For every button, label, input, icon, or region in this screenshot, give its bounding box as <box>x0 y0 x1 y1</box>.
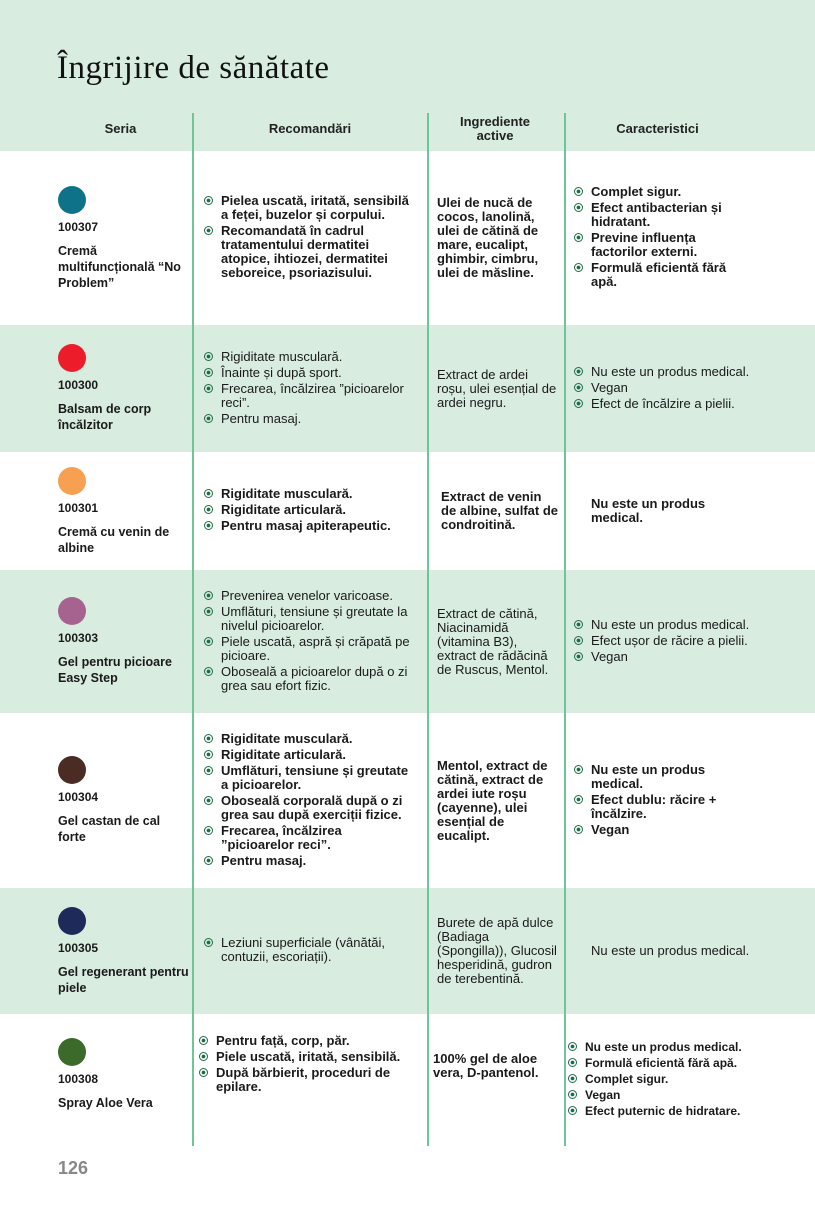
list-item: După bărbierit, proceduri de epilare. <box>198 1066 413 1094</box>
characteristics-cell <box>567 1014 782 1146</box>
column-header-caracteristici: Caracteristici <box>616 121 699 136</box>
product-color-dot <box>58 1038 86 1066</box>
product-name: Gel regenerant pentru piele <box>58 964 189 995</box>
table-row <box>0 151 815 325</box>
product-code: 100300 <box>58 378 99 392</box>
page-number: 126 <box>58 1158 89 1178</box>
column-header-seria: Seria <box>104 121 137 136</box>
list-item: Pentru masaj. <box>203 854 418 868</box>
product-name: Cremă cu venin de albine <box>58 524 170 555</box>
list-item: Pentru masaj apiterapeutic. <box>203 519 418 533</box>
list-item: Nu este un produs medical. <box>573 365 751 379</box>
ingredients-text: Burete de apă dulce (Badiaga (Spongilla)), Glucosil hesperidină, gudron de terebentină. <box>437 915 557 986</box>
list-item: Nu este un produs medical. <box>573 618 751 632</box>
ingredients-cell <box>437 452 559 570</box>
characteristics-cell <box>573 452 751 570</box>
list-item: Vegan <box>573 823 751 837</box>
characteristics-cell <box>573 325 751 452</box>
list-item: Prevenirea venelor varicoase. <box>203 589 418 603</box>
list-item: Pielea uscată, iritată, sensibilă a feței, buzelor și corpului. <box>203 194 418 222</box>
ingredients-text: Mentol, extract de cătină, extract de ardei iute roșu (cayenne), ulei esențial de eucalipt. <box>437 757 548 843</box>
characteristics-text: Nu este un produs medical. <box>591 943 750 958</box>
characteristics-cell <box>573 713 751 888</box>
ingredients-cell <box>437 888 559 1014</box>
product-color-dot <box>58 344 86 372</box>
product-code: 100304 <box>58 790 99 804</box>
list-item: Efect antibacterian și hidratant. <box>573 201 751 229</box>
list-item: Frecarea, încălzirea ”picioarelor reci”. <box>203 382 418 410</box>
product-name: Gel castan de cal forte <box>58 814 161 844</box>
list-item: Oboseală a picioarelor după o zi grea sau efort fizic. <box>203 665 418 693</box>
product-cell <box>58 452 190 570</box>
product-color-dot <box>58 907 86 935</box>
list-item: Vegan <box>573 650 751 664</box>
product-color-dot <box>58 467 86 495</box>
table-row <box>0 888 815 1014</box>
list-item: Pentru față, corp, păr. <box>198 1034 413 1048</box>
list-item: Efect puternic de hidratare. <box>567 1104 782 1119</box>
list-item: Umflături, tensiune și greutate a picioarelor. <box>203 764 418 792</box>
list-item: Oboseală corporală după o zi grea sau după exerciții fizice. <box>203 794 418 822</box>
product-color-dot <box>58 186 86 214</box>
list-item: Pentru masaj. <box>203 412 418 426</box>
recommendations-cell <box>203 151 418 325</box>
list-item: Efect ușor de răcire a pielii. <box>573 634 751 648</box>
characteristics-cell <box>573 888 751 1014</box>
ingredients-cell <box>437 570 559 713</box>
table-row <box>0 452 815 570</box>
ingredients-cell <box>437 151 559 325</box>
recommendations-cell <box>203 452 418 570</box>
recommendations-cell <box>203 713 418 888</box>
list-item: Rigiditate musculară. <box>203 732 418 746</box>
recommendations-cell <box>203 888 418 1014</box>
product-color-dot <box>58 597 86 625</box>
product-name: Balsam de corp încălzitor <box>58 402 152 432</box>
ingredients-text: Ulei de nucă de cocos, lanolină, ulei de cătină de mare, eucalipt, ghimbir, cimbru, ulei de măsline. <box>437 195 539 280</box>
list-item: Recomandată în cadrul tratamentului dermatitei atopice, ihtiozei, dermatitei seboreice, psoriazisului. <box>203 224 418 280</box>
list-item: Formulă eficientă fără apă. <box>567 1056 782 1071</box>
characteristics-cell <box>573 570 751 713</box>
ingredients-cell <box>437 325 559 452</box>
page-title: Îngrijire de sănătate <box>57 50 330 86</box>
list-item: Complet sigur. <box>567 1072 782 1087</box>
list-item: Rigiditate articulară. <box>203 503 418 517</box>
table-row <box>0 325 815 452</box>
list-item: Umflături, tensiune și greutate la nivelul picioarelor. <box>203 605 418 633</box>
list-item: Vegan <box>567 1088 782 1103</box>
recommendations-cell <box>198 1014 413 1146</box>
ingredients-cell <box>433 1014 555 1146</box>
list-item: Complet sigur. <box>573 185 751 199</box>
recommendations-cell <box>203 325 418 452</box>
product-code: 100307 <box>58 219 99 234</box>
column-header-ingrediente: Ingrediente active <box>459 114 531 143</box>
ingredients-text: Extract de ardei roșu, ulei esențial de ardei negru. <box>437 366 557 410</box>
product-color-dot <box>58 756 86 784</box>
list-item: Efect dublu: răcire + încălzire. <box>573 793 751 821</box>
table-row <box>0 570 815 713</box>
list-item: Vegan <box>573 381 751 395</box>
product-cell <box>58 570 190 713</box>
product-code: 100301 <box>58 500 99 515</box>
product-name: Gel pentru picioare Easy Step <box>58 655 172 685</box>
characteristics-cell <box>573 151 751 325</box>
list-item: Rigiditate articulară. <box>203 748 418 762</box>
product-cell <box>58 1014 190 1146</box>
list-item: Previne influența factorilor externi. <box>573 231 751 259</box>
list-item: Nu este un produs medical. <box>573 763 751 791</box>
column-header-recomandari: Recomandări <box>268 121 352 136</box>
product-cell <box>58 713 190 888</box>
product-code: 100303 <box>58 631 99 645</box>
product-cell <box>58 325 190 452</box>
column-divider <box>427 113 429 1146</box>
list-item: Frecarea, încălzirea ”picioarelor reci”. <box>203 824 418 852</box>
column-divider <box>192 113 194 1146</box>
ingredients-text: Extract de venin de albine, sulfat de condroitină. <box>441 489 559 532</box>
recommendations-cell <box>203 570 418 713</box>
ingredients-text: Extract de cătină, Niacinamidă (vitamina B3), extract de rădăcină de Ruscus, Mentol. <box>437 605 549 677</box>
product-code: 100305 <box>58 940 99 955</box>
column-divider <box>564 113 566 1146</box>
list-item: Înainte și după sport. <box>203 366 418 380</box>
list-item: Formulă eficientă fără apă. <box>573 261 751 289</box>
list-item: Nu este un produs medical. <box>567 1040 782 1055</box>
table-row <box>0 1014 815 1146</box>
list-item: Rigiditate musculară. <box>203 350 418 364</box>
product-name: Spray Aloe Vera <box>58 1096 153 1110</box>
product-code: 100308 <box>58 1072 99 1086</box>
list-item: Leziuni superficiale (vânătăi, contuzii, escoriații). <box>203 936 418 964</box>
characteristics-text: Nu este un produs medical. <box>591 496 706 525</box>
list-item: Piele uscată, iritată, sensibilă. <box>198 1050 413 1064</box>
table-row <box>0 713 815 888</box>
list-item: Rigiditate musculară. <box>203 487 418 501</box>
ingredients-cell <box>437 713 559 888</box>
list-item: Efect de încălzire a pielii. <box>573 397 751 411</box>
product-cell <box>58 888 190 1014</box>
list-item: Piele uscată, aspră și crăpată pe picioare. <box>203 635 418 663</box>
product-cell <box>58 151 190 325</box>
product-name: Cremă multifuncțională “No Problem” <box>58 243 181 290</box>
ingredients-text: 100% gel de aloe vera, D-pantenol. <box>433 1051 539 1080</box>
